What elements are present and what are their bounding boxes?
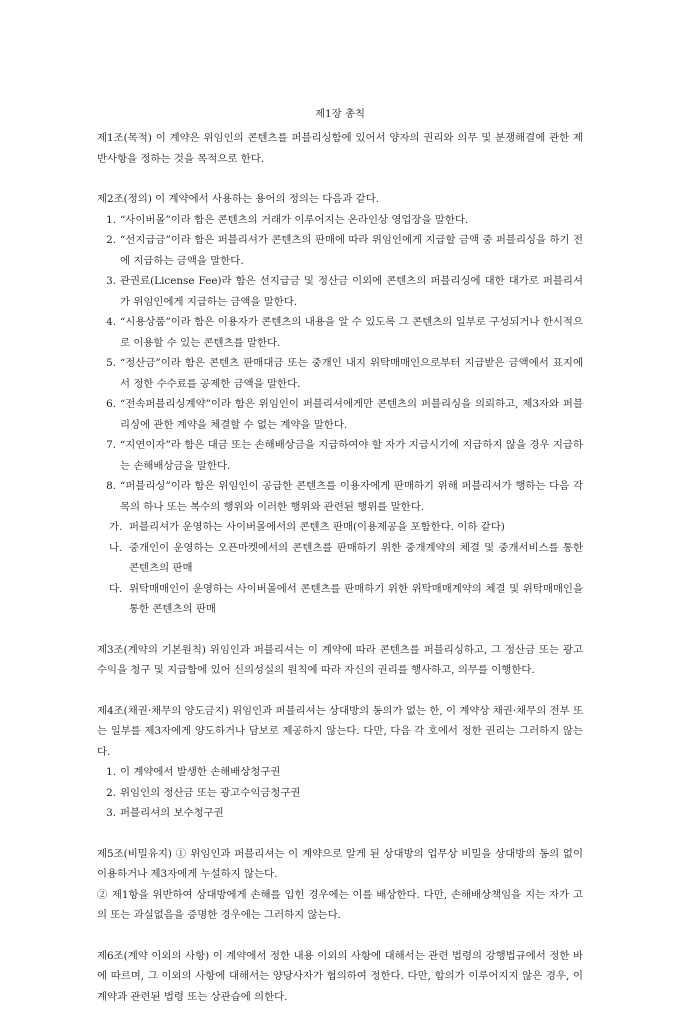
- item-number: 4.: [106, 316, 116, 328]
- item-text: 퍼블리셔의 보수청구권: [120, 807, 224, 819]
- chapter-title: 제1장 총칙: [314, 108, 366, 120]
- sub-item-text: 위탁매매인이 운영하는 사이버몰에서 콘텐츠를 판매하기 위한 위탁매매계약의 체결 및 위탁매매인을 통한 콘텐츠의 판매: [129, 582, 583, 615]
- sub-item: [97, 538, 583, 579]
- definition-item: [97, 271, 583, 312]
- article-3-heading: 제3조(계약의 기본원칙): [97, 643, 210, 656]
- definition-item: [97, 476, 583, 517]
- article-2-heading: 제2조(정의): [97, 193, 156, 205]
- article-2: [97, 189, 583, 620]
- article-3: [97, 640, 583, 681]
- item-number: 8.: [106, 480, 116, 492]
- item-number: 6.: [106, 398, 116, 410]
- article-6-heading: 제6조(계약 이외의 사항): [97, 949, 213, 962]
- item-text: “시용상품”이라 함은 이용자가 콘텐츠의 내용을 알 수 있도록 그 콘텐츠의 일부로 구성되거나 한시적으로 이용할 수 있는 콘텐츠를 말한다.: [120, 316, 583, 349]
- item-text: “선지급금”이라 함은 퍼블리셔가 콘텐츠의 판매에 따라 위임인에게 지급할 금액 중 퍼블리싱을 하기 전에 지급하는 금액을 말한다.: [120, 234, 583, 267]
- item-number: 5.: [106, 357, 116, 369]
- definition-item: [97, 210, 583, 231]
- item-text: 위임인의 정산금 또는 광고수익금청구권: [120, 786, 301, 799]
- item-text: “전속퍼블리싱계약”이라 함은 위임인이 퍼블리셔에게만 콘텐츠의 퍼블리싱을 의뢰하고, 제3자와 퍼블리싱에 관한 계약을 체결할 수 없는 계약을 말한다.: [120, 398, 583, 431]
- item-text: 관권료(License Fee)라 함은 선지급금 및 정산금 이외에 콘텐츠의 퍼블리싱에 대한 대가로 퍼블리셔가 위임인에게 지급하는 금액을 말한다.: [120, 275, 583, 308]
- item-number: 1.: [106, 213, 116, 226]
- item-number: 1.: [106, 766, 116, 778]
- sub-item-marker: 다.: [109, 582, 123, 595]
- sub-item-marker: 나.: [109, 541, 123, 554]
- article-3-paragraph: [97, 640, 583, 681]
- sub-item-text: 중개인이 운영하는 오픈마켓에서의 콘텐츠를 판매하기 위한 중개계약의 체결 및 중개서비스를 통한 콘텐츠의 판매: [129, 541, 583, 574]
- article-4-paragraph: [97, 701, 583, 763]
- article-2-text: 이 계약에서 사용하는 용어의 정의는 다음과 같다.: [155, 193, 380, 205]
- article-1-text: 이 계약은 위임인의 콘텐츠를 퍼블리싱함에 있어서 양자의 권리와 의무 및 분쟁해결에 관한 제반사항을 정하는 것을 목적으로 한다.: [97, 132, 583, 165]
- article-1: [97, 128, 583, 169]
- item-text: “사이버몰”이라 함은 콘텐츠의 거래가 이루어지는 온라인상 영업장을 말한다.: [120, 213, 469, 226]
- sub-item-marker: 가.: [109, 521, 123, 533]
- item-number: 3.: [106, 275, 116, 287]
- definition-item: [97, 353, 583, 394]
- article-6-paragraph: [97, 946, 583, 1008]
- item-number: 7.: [106, 439, 116, 451]
- item-text: “정산금”이라 함은 콘텐츠 판매대금 또는 중개인 내지 위탁매매인으로부터 지급받은 금액에서 표지에서 정한 수수료를 공제한 금액을 말한다.: [120, 357, 583, 390]
- sub-item: [97, 579, 583, 620]
- article-5-clause-1: ① 위임인과 퍼블리셔는 이 계약으로 알게 된 상대방의 업무상 비밀을 상대방의 동의 없이 이용하거나 제3자에게 누설하지 않는다.: [97, 847, 583, 880]
- article-6-text: 이 계약에서 정한 내용 이외의 사항에 대해서는 관련 법령의 강행법규에서 정한 바에 따르며, 그 이외의 사항에 대해서는 양당사자가 협의하여 정한다. 다만, 합의가 이루어지지 않은 경우, 이 계약과 관련된 법령 또는 상관습에 의한다.: [97, 949, 584, 1003]
- item-text: “지연이자”라 함은 대금 또는 손해배상금을 지급하여야 할 자가 지급시기에 지급하지 않을 경우 지급하는 손해배상금을 말한다.: [120, 439, 583, 472]
- article-5-heading: 제5조(비밀유지): [97, 847, 176, 860]
- article-3-text: 위임인과 퍼블리셔는 이 계약에 따라 콘텐츠를 퍼블리싱하고, 그 정산금 또는 광고수익을 청구 및 지급함에 있어 신의성실의 원칙에 따라 자신의 권리를 행사하고, 의무를 이행한다.: [97, 643, 583, 676]
- article-6: [97, 946, 583, 1008]
- definition-item: [97, 435, 583, 476]
- clause-item: [97, 762, 583, 783]
- item-number: 3.: [106, 807, 116, 819]
- item-number: 2.: [106, 234, 116, 246]
- article-5-clause-2: ② 제1항을 위반하여 상대방에게 손해를 입힌 경우에는 이를 배상한다. 다만, 손해배상책임을 지는 자가 고의 또는 과실없음을 증명한 경우에는 그러하지 않는다.: [97, 888, 583, 921]
- sub-item: [97, 517, 583, 538]
- definition-item: [97, 394, 583, 435]
- article-1-heading: 제1조(목적): [97, 132, 156, 144]
- item-text: 이 계약에서 발생한 손해배상청구권: [120, 766, 281, 778]
- article-2-paragraph: [97, 189, 583, 210]
- document-body: [97, 128, 583, 1027]
- article-5-paragraph-1: [97, 844, 583, 885]
- definition-item: [97, 312, 583, 353]
- article-4-text: 위임인과 퍼블리셔는 상대방의 동의가 없는 한, 이 계약상 채권·채무의 전부 또는 일부를 제3자에게 양도하거나 담보로 제공하지 않는다. 다만, 다음 각 호에서 정한 권리는 그러하지 않는다.: [97, 704, 583, 758]
- article-4: [97, 701, 583, 824]
- article-4-heading: 제4조(채권·채무의 양도금지): [97, 704, 233, 717]
- definition-item: [97, 230, 583, 271]
- clause-item: [97, 803, 583, 824]
- item-text: “퍼블리싱”이라 함은 위임인이 공급한 콘텐츠를 이용자에게 판매하기 위해 퍼블리셔가 행하는 다음 각 목의 하나 또는 복수의 행위와 이러한 행위와 관련된 행위를 말한다.: [120, 480, 583, 513]
- clause-item: [97, 783, 583, 804]
- item-number: 2.: [106, 786, 116, 799]
- article-1-paragraph: [97, 128, 583, 169]
- article-5: [97, 844, 583, 926]
- sub-item-text: 퍼블리셔가 운영하는 사이버몰에서의 콘텐츠 판매(이용제공을 포함한다. 이하 같다): [129, 521, 505, 533]
